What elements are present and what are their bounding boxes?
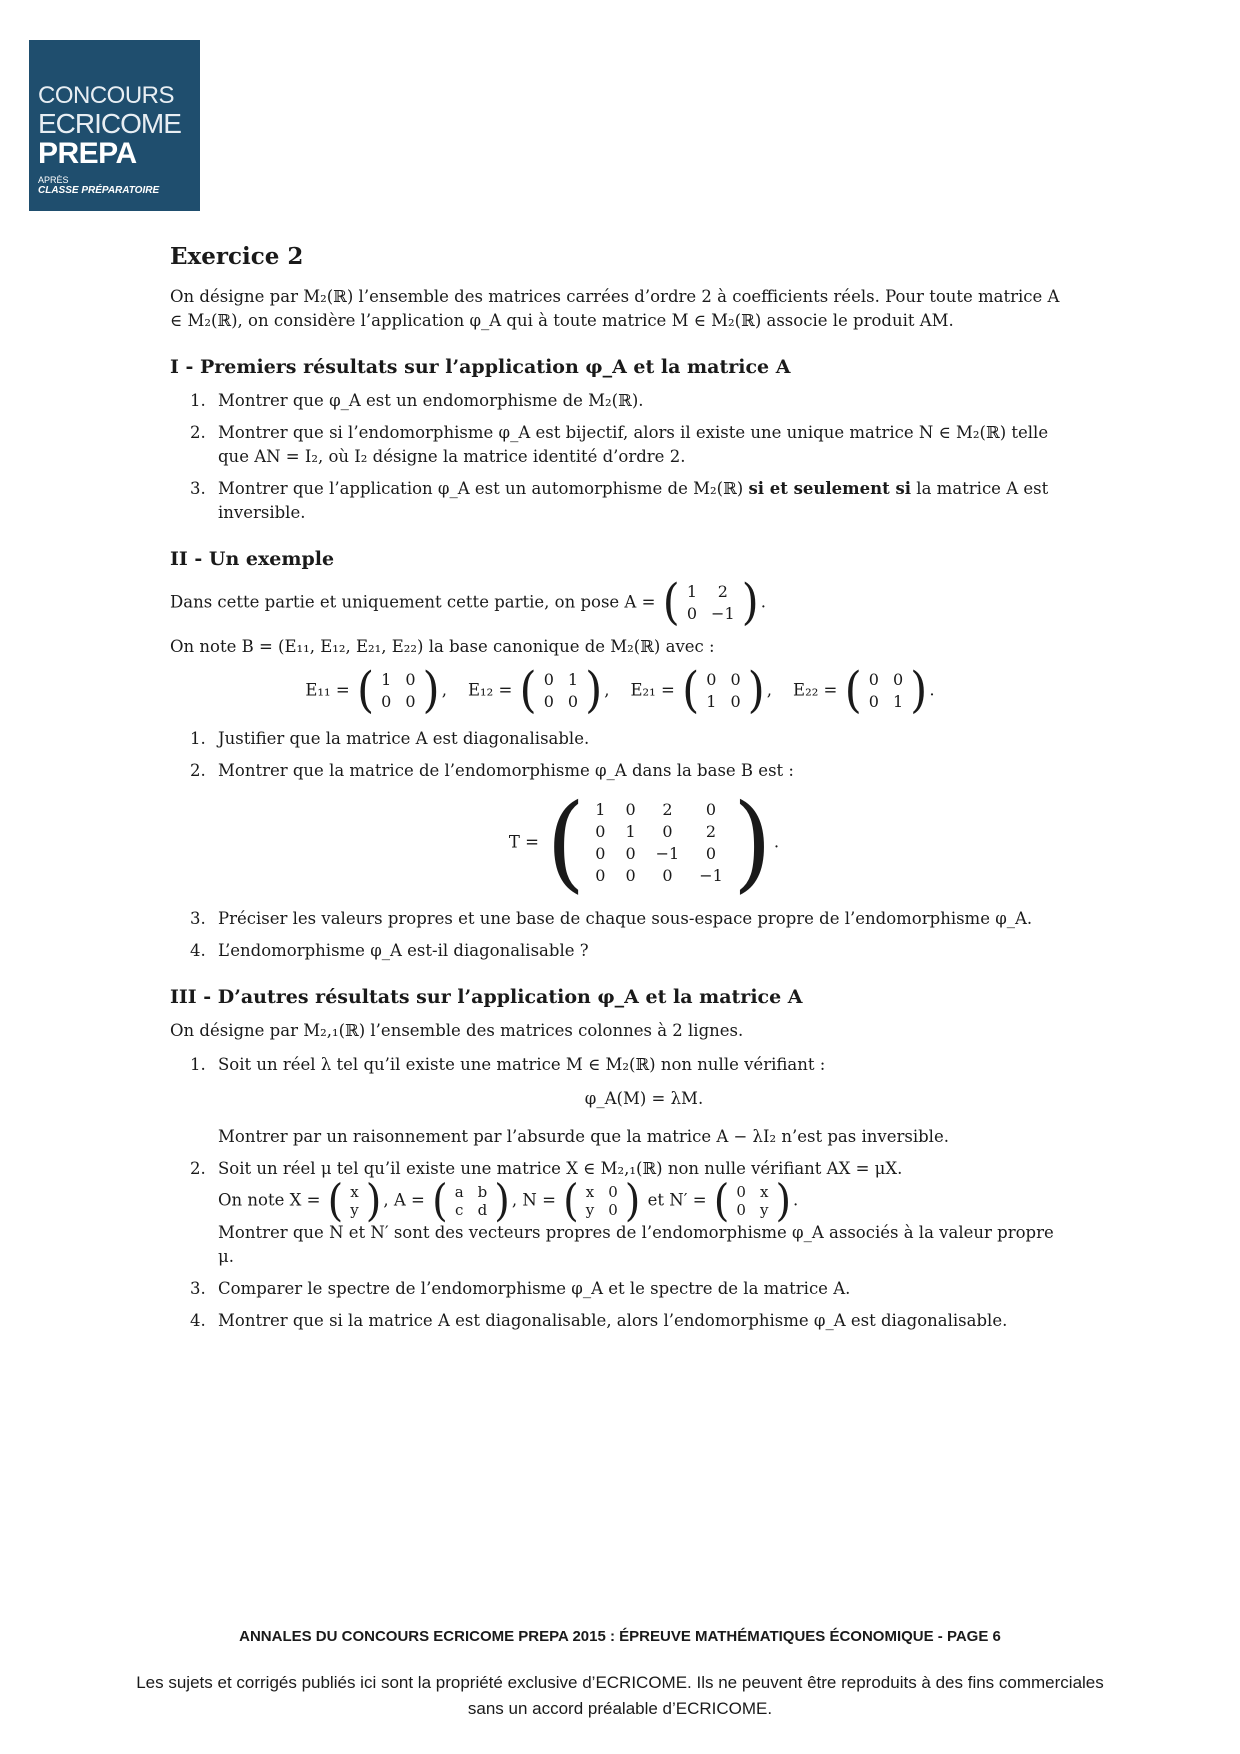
basis-definition: On note B = (E₁₁, E₁₂, E₂₁, E₂₂) la base canonique de M₂(ℝ) avec : [170, 637, 715, 656]
item-number: 3. [190, 1279, 206, 1298]
matrix-E21: ( 0 0 1 0 ) [682, 662, 765, 719]
list-item [190, 477, 1070, 525]
matrix-N: ( x 0 y 0 ) [563, 1175, 641, 1227]
list-item [190, 907, 1070, 931]
matrix-cell: 2 [717, 582, 728, 601]
item-text: Justifier que la matrice A est diagonalisable. [218, 729, 590, 748]
matrix-cell: 0 [686, 604, 698, 623]
list-item [190, 1277, 1070, 1301]
item-text: Montrer que la matrice de l’endomorphisme φ_A dans la base B est : [218, 761, 794, 780]
item-text-bold: si et seulement si [748, 479, 912, 498]
eigen-equation: φ_A(M) = λM. [584, 1089, 704, 1108]
part1-heading: I - Premiers résultats sur l’application φ_A et la matrice A [170, 356, 791, 378]
list-item [190, 1157, 1070, 1269]
item-number: 1. [190, 391, 206, 410]
notation-text: , N = [511, 1190, 556, 1210]
matrix-cell: 1 [686, 582, 698, 601]
list-item [190, 421, 1070, 469]
footer-notice: Les sujets et corrigés publiés ici sont la propriété exclusive d’ECRICOME. Ils ne peuvent être reproduits à des fins commerciales sans un accord préalable d’ECRICOME. [136, 1673, 1104, 1718]
matrix-T-equation [218, 781, 1070, 904]
item-number: 1. [190, 1055, 206, 1074]
item-text: Préciser les valeurs propres et une base de chaque sous-espace propre de l’endomorphisme φ_A. [218, 909, 1033, 928]
item-text: Montrer que si la matrice A est diagonalisable, alors l’endomorphisme φ_A est diagonalisable. [218, 1311, 1008, 1330]
list-item [190, 727, 1070, 751]
list-item [190, 1053, 1070, 1149]
item-text: Soit un réel λ tel qu’il existe une matrice M ∈ M₂(ℝ) non nulle vérifiant : [218, 1055, 826, 1074]
logo-line-concours: CONCOURS [38, 82, 175, 109]
matrix-X: ( x y ) [327, 1175, 382, 1227]
item-number: 3. [190, 479, 206, 498]
part3-list [170, 1053, 1070, 1333]
logo-line-apres: APRÈS [38, 175, 69, 185]
item-number: 2. [190, 423, 206, 442]
matrix-cell: −1 [711, 604, 735, 623]
item-number: 4. [190, 1311, 206, 1330]
basis-matrices: E₁₁ = ( 1 0 0 0 ) , E₁₂ = ( 0 1 0 0 ) , E₂₁ = ( 0 0 1 0 ) , E₂₂ = ( 0 0 0 1 ) . [305, 662, 935, 719]
item-text: L’endomorphisme φ_A est-il diagonalisable ? [218, 941, 589, 960]
notation-line [218, 1175, 1070, 1227]
list-item [190, 389, 1070, 413]
matrix-E22: ( 0 0 0 1 ) [844, 662, 928, 719]
notation-text: et N′ = [647, 1190, 707, 1210]
part2-definition-A [170, 574, 1070, 631]
logo-line-classe: CLASSE PRÉPARATOIRE [38, 185, 160, 196]
basis-label: E₂₁ = [630, 680, 675, 700]
footer-title: ANNALES DU CONCOURS ECRICOME PREPA 2015 : ÉPREUVE MATHÉMATIQUES ÉCONOMIQUE - PAGE 6 [239, 1628, 1001, 1645]
punctuation: . [773, 832, 780, 852]
matrix-N-prime: ( 0 x 0 y ) [713, 1175, 792, 1227]
part3-intro: On désigne par M₂,₁(ℝ) l’ensemble des matrices colonnes à 2 lignes. [170, 1021, 744, 1040]
item-text: Montrer que φ_A est un endomorphisme de M₂(ℝ). [218, 391, 644, 410]
matrix-bracket: ) [732, 781, 772, 904]
part1-list [170, 389, 1070, 525]
list-item [190, 759, 1070, 904]
item-text: Soit un réel μ tel qu’il existe une matrice X ∈ M₂,₁(ℝ) non nulle vérifiant AX = μX. [218, 1159, 903, 1178]
notation-text: On note X = [218, 1190, 321, 1210]
matrix-T: ( 1 0 2 0 0 1 0 2 0 0 −1 0 0 0 0 −1 ) [546, 781, 772, 904]
definition-text: Dans cette partie et uniquement cette partie, on pose A = [170, 592, 656, 612]
logo-line-ecricome: ECRICOME [38, 108, 181, 139]
item-number: 2. [190, 1159, 206, 1178]
punctuation: . [760, 592, 767, 612]
exercise-intro: On désigne par M₂(ℝ) l’ensemble des matrices carrées d’ordre 2 à coefficients réels. Pour toute matrice A ∈ M₂(ℝ), on considère l’application φ_A qui à toute matrice M ∈ M₂(ℝ) associe le produit AM. [170, 287, 1060, 330]
exercise-content [170, 245, 1070, 1341]
basis-label: E₁₂ = [467, 680, 513, 700]
list-item [190, 939, 1070, 963]
matrix-E12: ( 0 1 0 0 ) [519, 662, 603, 719]
item-number: 4. [190, 941, 206, 960]
matrix-T-label: T = [508, 832, 539, 852]
item-text: Montrer que l’application φ_A est un automorphisme de M₂(ℝ) [218, 479, 749, 498]
exercise-title: Exercice 2 [170, 243, 304, 270]
basis-label: E₂₂ = [793, 680, 838, 700]
part3-heading: III - D’autres résultats sur l’application φ_A et la matrice A [170, 986, 803, 1008]
notation-text: , A = [383, 1190, 425, 1210]
matrix-A [662, 574, 759, 631]
ecricome-logo [29, 40, 200, 211]
matrix-A-general: ( a b c d ) [432, 1175, 510, 1227]
item-number: 2. [190, 761, 206, 780]
punctuation: . [793, 1190, 799, 1210]
item-text: Montrer que N et N′ sont des vecteurs propres de l’endomorphisme φ_A associés à la valeur propre μ. [218, 1223, 1054, 1266]
item-text: la matrice A est inversible. [218, 479, 1049, 522]
basis-label: E₁₁ = [305, 680, 350, 700]
list-item [190, 1309, 1070, 1333]
matrix-E11: ( 1 0 0 0 ) [356, 662, 440, 719]
item-text: Comparer le spectre de l’endomorphisme φ_A et le spectre de la matrice A. [218, 1279, 851, 1298]
matrix-bracket: ( [546, 781, 586, 904]
part2-heading: II - Un exemple [170, 548, 335, 570]
matrix-bracket: ) [741, 574, 759, 631]
item-number: 1. [190, 729, 206, 748]
item-number: 3. [190, 909, 206, 928]
item-text: Montrer que si l’endomorphisme φ_A est bijectif, alors il existe une unique matrice N ∈ M₂(ℝ) telle que AN = I₂, où I₂ désigne la matrice identité d’ordre 2. [218, 423, 1049, 466]
part2-list [170, 727, 1070, 963]
logo-line-prepa: PREPA [38, 137, 137, 170]
matrix-bracket: ( [662, 574, 680, 631]
item-text: Montrer par un raisonnement par l’absurde que la matrice A − λI₂ n’est pas inversible. [218, 1127, 949, 1146]
